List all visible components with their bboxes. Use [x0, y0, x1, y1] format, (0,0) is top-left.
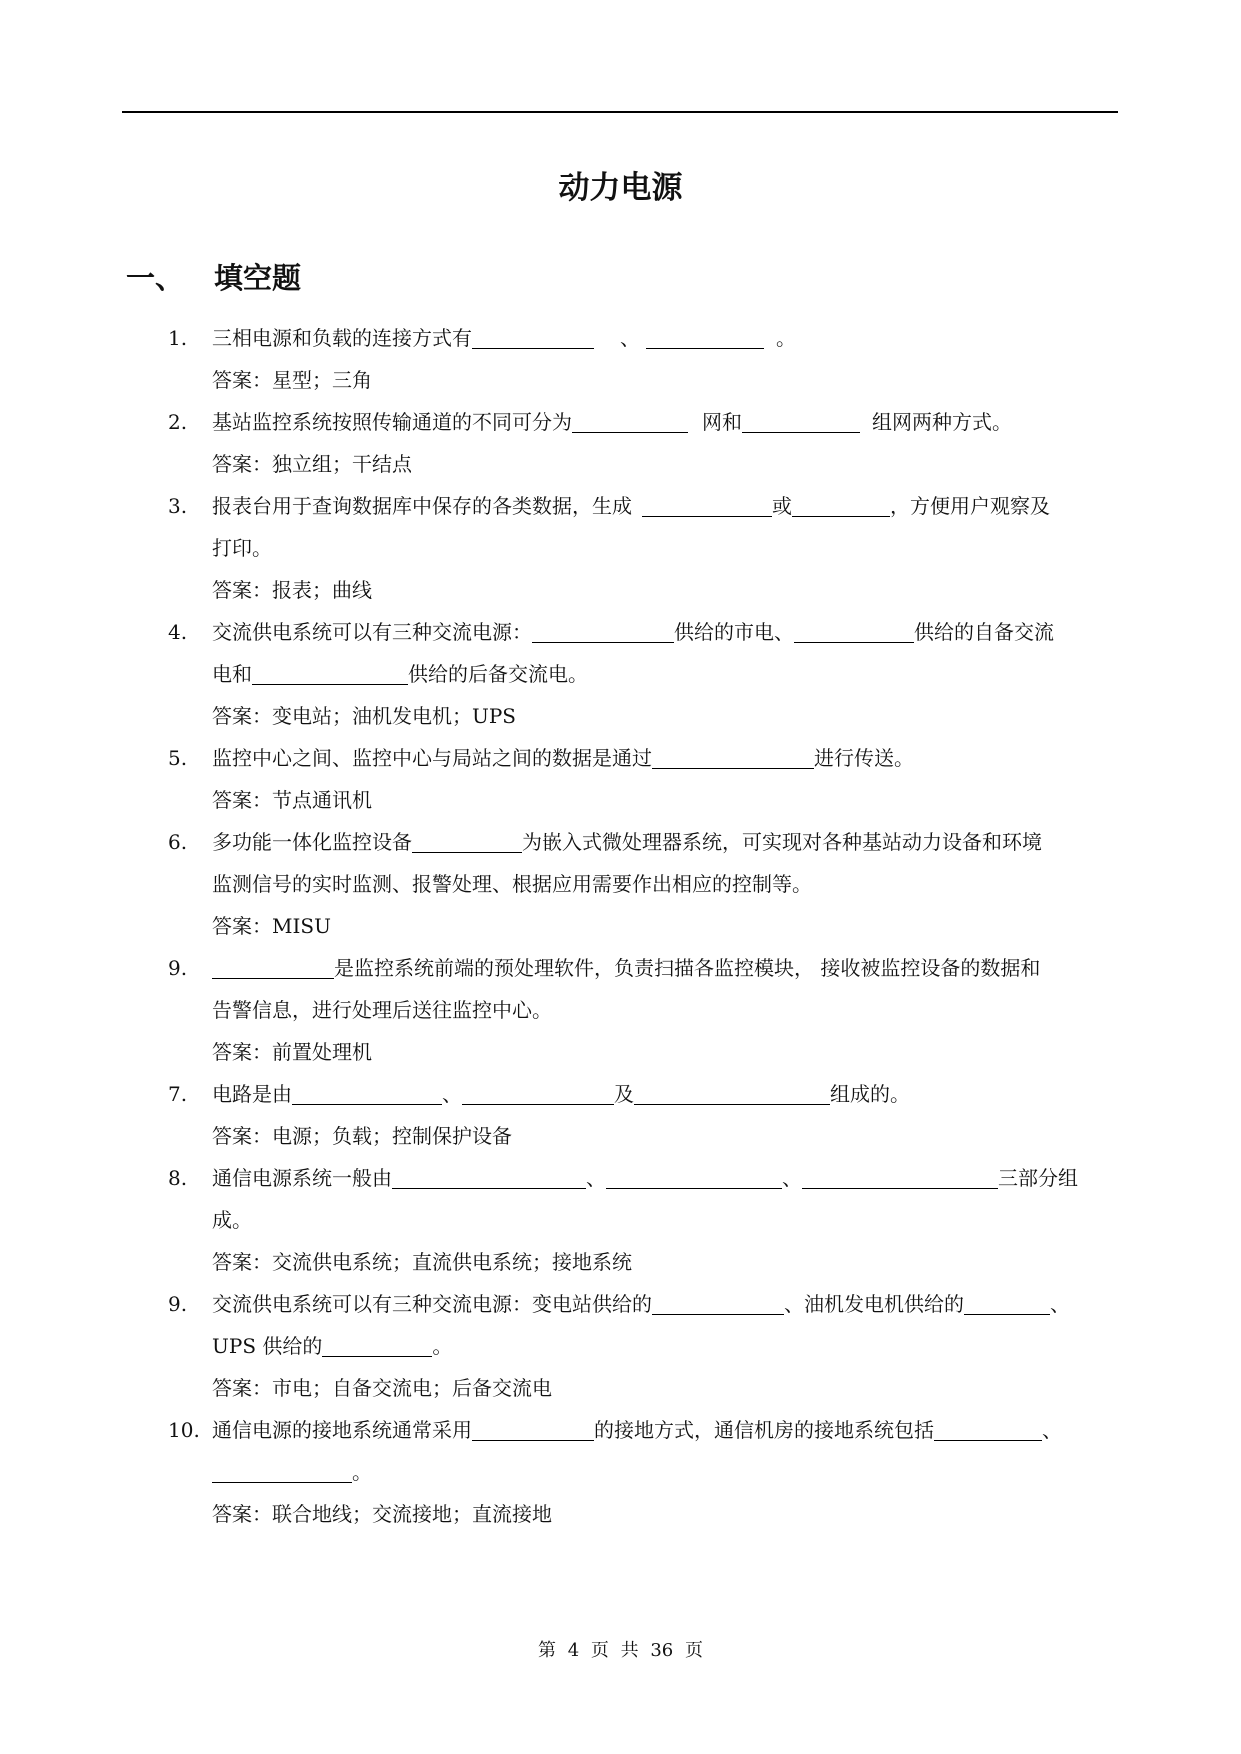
- question-number: 9.: [168, 956, 188, 980]
- answer-text: 答案：报表；曲线: [212, 578, 372, 602]
- answer-text: 答案：变电站；油机发电机；UPS: [212, 704, 517, 728]
- answer-blank: [462, 1082, 614, 1105]
- header-rule: [122, 111, 1118, 113]
- answer-blank: [472, 326, 594, 349]
- answer-blank: [792, 494, 890, 517]
- answer-text: 答案：交流供电系统；直流供电系统；接地系统: [212, 1250, 632, 1274]
- question-text: 电路是由 、 及 组成的。: [212, 1082, 910, 1106]
- answer-blank: [212, 956, 334, 979]
- answer-blank: [652, 1292, 784, 1315]
- page-title: 动力电源: [558, 170, 683, 206]
- question-number: 6.: [168, 830, 188, 854]
- answer-blank: [212, 1460, 352, 1483]
- question-text-cont: 监测信号的实时监测、报警处理、根据应用需要作出相应的控制等。: [212, 872, 812, 896]
- answer-blank: [652, 746, 814, 769]
- question-number: 5.: [168, 746, 188, 770]
- question-text: 报表台用于查询数据库中保存的各类数据，生成 或 ，方便用户观察及: [212, 494, 1050, 518]
- answer-blank: [572, 410, 688, 433]
- section-title: 填空题: [214, 261, 302, 295]
- answer-blank: [412, 830, 522, 853]
- answer-blank: [934, 1418, 1042, 1441]
- question-number: 8.: [168, 1166, 188, 1190]
- question-text: 三相电源和负载的连接方式有 、 。: [212, 326, 796, 350]
- question-text-cont: 成。: [212, 1208, 252, 1232]
- answer-blank: [292, 1082, 442, 1105]
- question-text: 基站监控系统按照传输通道的不同可分为 网和 组网两种方式。: [212, 410, 1012, 434]
- answer-blank: [646, 326, 764, 349]
- question-text: 通信电源系统一般由 、 、 三部分组: [212, 1166, 1078, 1190]
- page-footer: 第 4 页 共 36 页: [538, 1640, 703, 1661]
- question-text: 多功能一体化监控设备 为嵌入式微处理器系统，可实现对各种基站动力设备和环境: [212, 830, 1042, 854]
- question-text-cont: 。: [212, 1459, 372, 1485]
- section-number: 一、: [126, 261, 185, 295]
- question-text-cont: UPS 供给的 。: [212, 1334, 453, 1358]
- answer-text: 答案：市电；自备交流电；后备交流电: [212, 1376, 552, 1400]
- question-number: 10.: [168, 1418, 200, 1442]
- answer-text: 答案：联合地线；交流接地；直流接地: [212, 1502, 552, 1526]
- question-text-cont: 打印。: [212, 536, 272, 560]
- answer-blank: [322, 1334, 432, 1357]
- question-number: 4.: [168, 620, 188, 644]
- question-text: 监控中心之间、监控中心与局站之间的数据是通过 进行传送。: [212, 746, 914, 770]
- answer-text: 答案：星型；三角: [212, 368, 372, 392]
- question-text: 是监控系统前端的预处理软件，负责扫描各监控模块， 接收被监控设备的数据和: [212, 955, 1040, 981]
- answer-text: 答案：前置处理机: [212, 1040, 372, 1064]
- question-text-cont: 告警信息，进行处理后送往监控中心。: [212, 998, 552, 1022]
- answer-blank: [532, 620, 674, 643]
- question-text: 通信电源的接地系统通常采用 的接地方式，通信机房的接地系统包括 、: [212, 1418, 1062, 1442]
- answer-blank: [606, 1166, 782, 1189]
- answer-blank: [964, 1292, 1050, 1315]
- question-number: 7.: [168, 1082, 188, 1106]
- answer-blank: [252, 662, 408, 685]
- question-number: 1.: [168, 326, 188, 350]
- answer-text: 答案：电源；负载；控制保护设备: [212, 1124, 512, 1148]
- answer-blank: [794, 620, 914, 643]
- question-text: 交流供电系统可以有三种交流电源：变电站供给的 、油机发电机供给的 、: [212, 1292, 1070, 1316]
- question-number: 3.: [168, 494, 188, 518]
- answer-blank: [742, 410, 860, 433]
- question-text: 交流供电系统可以有三种交流电源： 供给的市电、 供给的自备交流: [212, 620, 1054, 644]
- question-number: 9.: [168, 1292, 188, 1316]
- answer-text: 答案：独立组；干结点: [212, 452, 412, 476]
- answer-blank: [392, 1166, 586, 1189]
- answer-blank: [642, 494, 772, 517]
- question-number: 2.: [168, 410, 188, 434]
- answer-blank: [472, 1418, 594, 1441]
- answer-blank: [802, 1166, 998, 1189]
- question-text-cont: 电和 供给的后备交流电。: [212, 662, 588, 686]
- answer-text: 答案：节点通讯机: [212, 788, 372, 812]
- answer-text: 答案：MISU: [212, 914, 331, 938]
- answer-blank: [634, 1082, 830, 1105]
